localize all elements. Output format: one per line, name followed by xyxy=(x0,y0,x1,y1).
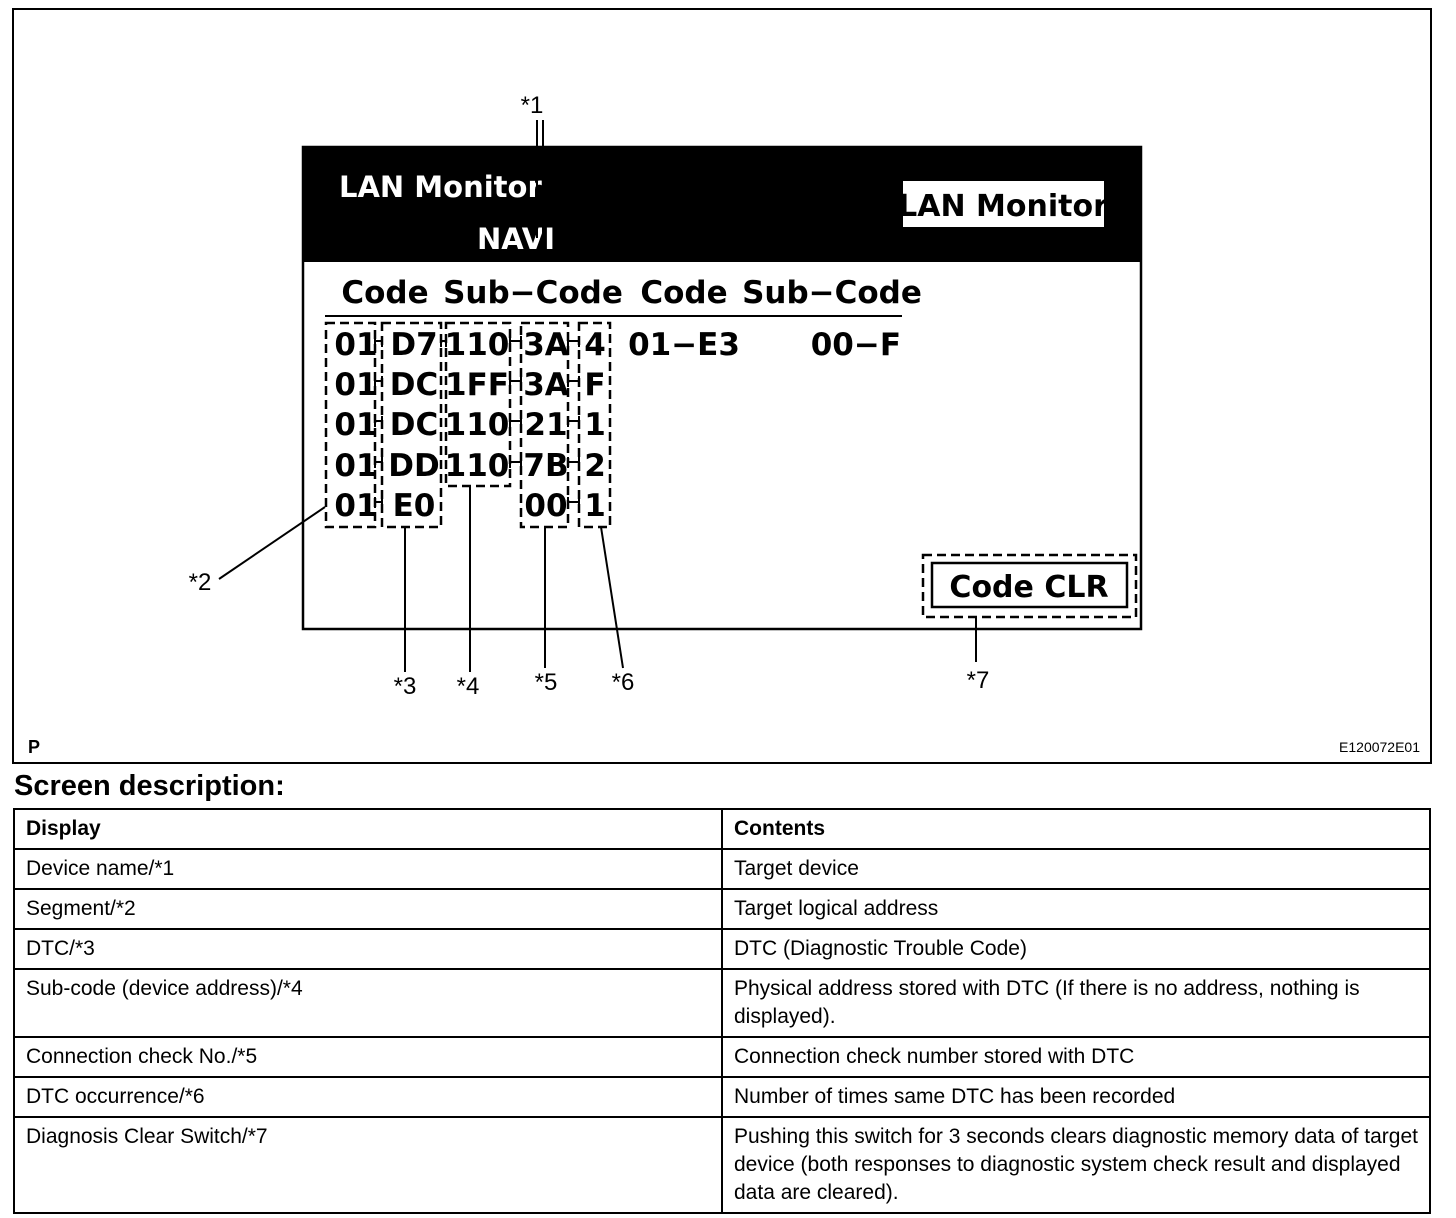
dtc-value: E0 xyxy=(392,488,436,524)
callout-5-label: *5 xyxy=(534,669,558,696)
right-code-value: 01−E3 xyxy=(628,327,740,363)
count-value: 1 xyxy=(584,407,606,443)
table-row xyxy=(14,1037,1430,1077)
contents-cell: Physical address stored with DTC (If there is no address, nothing is displayed). xyxy=(722,969,1430,1037)
header-code-2: Code xyxy=(640,275,728,311)
check-value: 3A xyxy=(523,327,569,363)
table-row xyxy=(14,929,1430,969)
contents-cell: Target logical address xyxy=(722,889,1430,929)
callout-2-label: *2 xyxy=(188,569,212,596)
contents-cell: Connection check number stored with DTC xyxy=(722,1037,1430,1077)
callout-4-label: *4 xyxy=(456,673,480,700)
segment-value: 01 xyxy=(334,407,378,443)
table-row xyxy=(14,969,1430,1037)
check-value: 3A xyxy=(523,367,569,403)
figure-id: E120072E01 xyxy=(1339,739,1420,755)
table-header-row xyxy=(14,809,1430,849)
display-cell: Device name/*1 xyxy=(14,849,722,889)
header-code-1: Code xyxy=(341,275,429,311)
dtc-value: DD xyxy=(388,448,440,484)
count-value: F xyxy=(584,367,606,403)
column-header-contents: Contents xyxy=(722,809,1430,849)
contents-cell: Number of times same DTC has been recorded xyxy=(722,1077,1430,1117)
dtc-value: DC xyxy=(389,367,439,403)
check-value: 7B xyxy=(523,448,569,484)
check-value: 21 xyxy=(524,407,568,443)
table-row xyxy=(14,849,1430,889)
address-value: 110 xyxy=(444,448,510,484)
column-header-display: Display xyxy=(14,809,722,849)
table-row xyxy=(14,1077,1430,1117)
device-name: NAVI xyxy=(477,222,555,256)
description-table xyxy=(13,808,1431,1214)
header-subcode-1: Sub−Code xyxy=(443,275,623,311)
contents-cell: DTC (Diagnostic Trouble Code) xyxy=(722,929,1430,969)
table-row xyxy=(14,889,1430,929)
dtc-value: D7 xyxy=(390,327,438,363)
count-value: 4 xyxy=(584,327,606,363)
segment-value: 01 xyxy=(334,367,378,403)
display-cell: Diagnosis Clear Switch/*7 xyxy=(14,1117,722,1213)
corner-mark: P xyxy=(28,737,41,757)
table-row xyxy=(14,1117,1430,1213)
address-value: 110 xyxy=(444,327,510,363)
screen-title: LAN Monitor xyxy=(339,170,542,204)
figure-frame xyxy=(12,8,1432,764)
callout-6-label: *6 xyxy=(611,669,635,696)
contents-cell: Target device xyxy=(722,849,1430,889)
display-cell: DTC/*3 xyxy=(14,929,722,969)
right-subcode-value: 00−F xyxy=(810,327,901,363)
segment-value: 01 xyxy=(334,327,378,363)
callout-7-label: *7 xyxy=(966,667,990,694)
lan-monitor-button-label: LAN Monitor xyxy=(898,189,1108,224)
contents-cell: Pushing this switch for 3 seconds clears diagnostic memory data of target device (both responses to diagnostic system check result and displayed data are cleared). xyxy=(722,1117,1430,1213)
section-heading: Screen description: xyxy=(14,770,285,802)
dtc-value: DC xyxy=(389,407,439,443)
address-value: 110 xyxy=(444,407,510,443)
address-value: 1FF xyxy=(445,367,509,403)
display-cell: Sub-code (device address)/*4 xyxy=(14,969,722,1037)
segment-value: 01 xyxy=(334,488,378,524)
segment-value: 01 xyxy=(334,448,378,484)
display-cell: Connection check No./*5 xyxy=(14,1037,722,1077)
display-cell: DTC occurrence/*6 xyxy=(14,1077,722,1117)
code-clr-button-label: Code CLR xyxy=(949,570,1109,605)
count-value: 2 xyxy=(584,448,606,484)
callout-3-label: *3 xyxy=(393,673,417,700)
count-value: 1 xyxy=(584,488,606,524)
check-value: 00 xyxy=(524,488,568,524)
display-cell: Segment/*2 xyxy=(14,889,722,929)
callout-1-label: *1 xyxy=(520,92,544,119)
header-subcode-2: Sub−Code xyxy=(742,275,922,311)
lan-monitor-diagram xyxy=(14,10,1430,762)
